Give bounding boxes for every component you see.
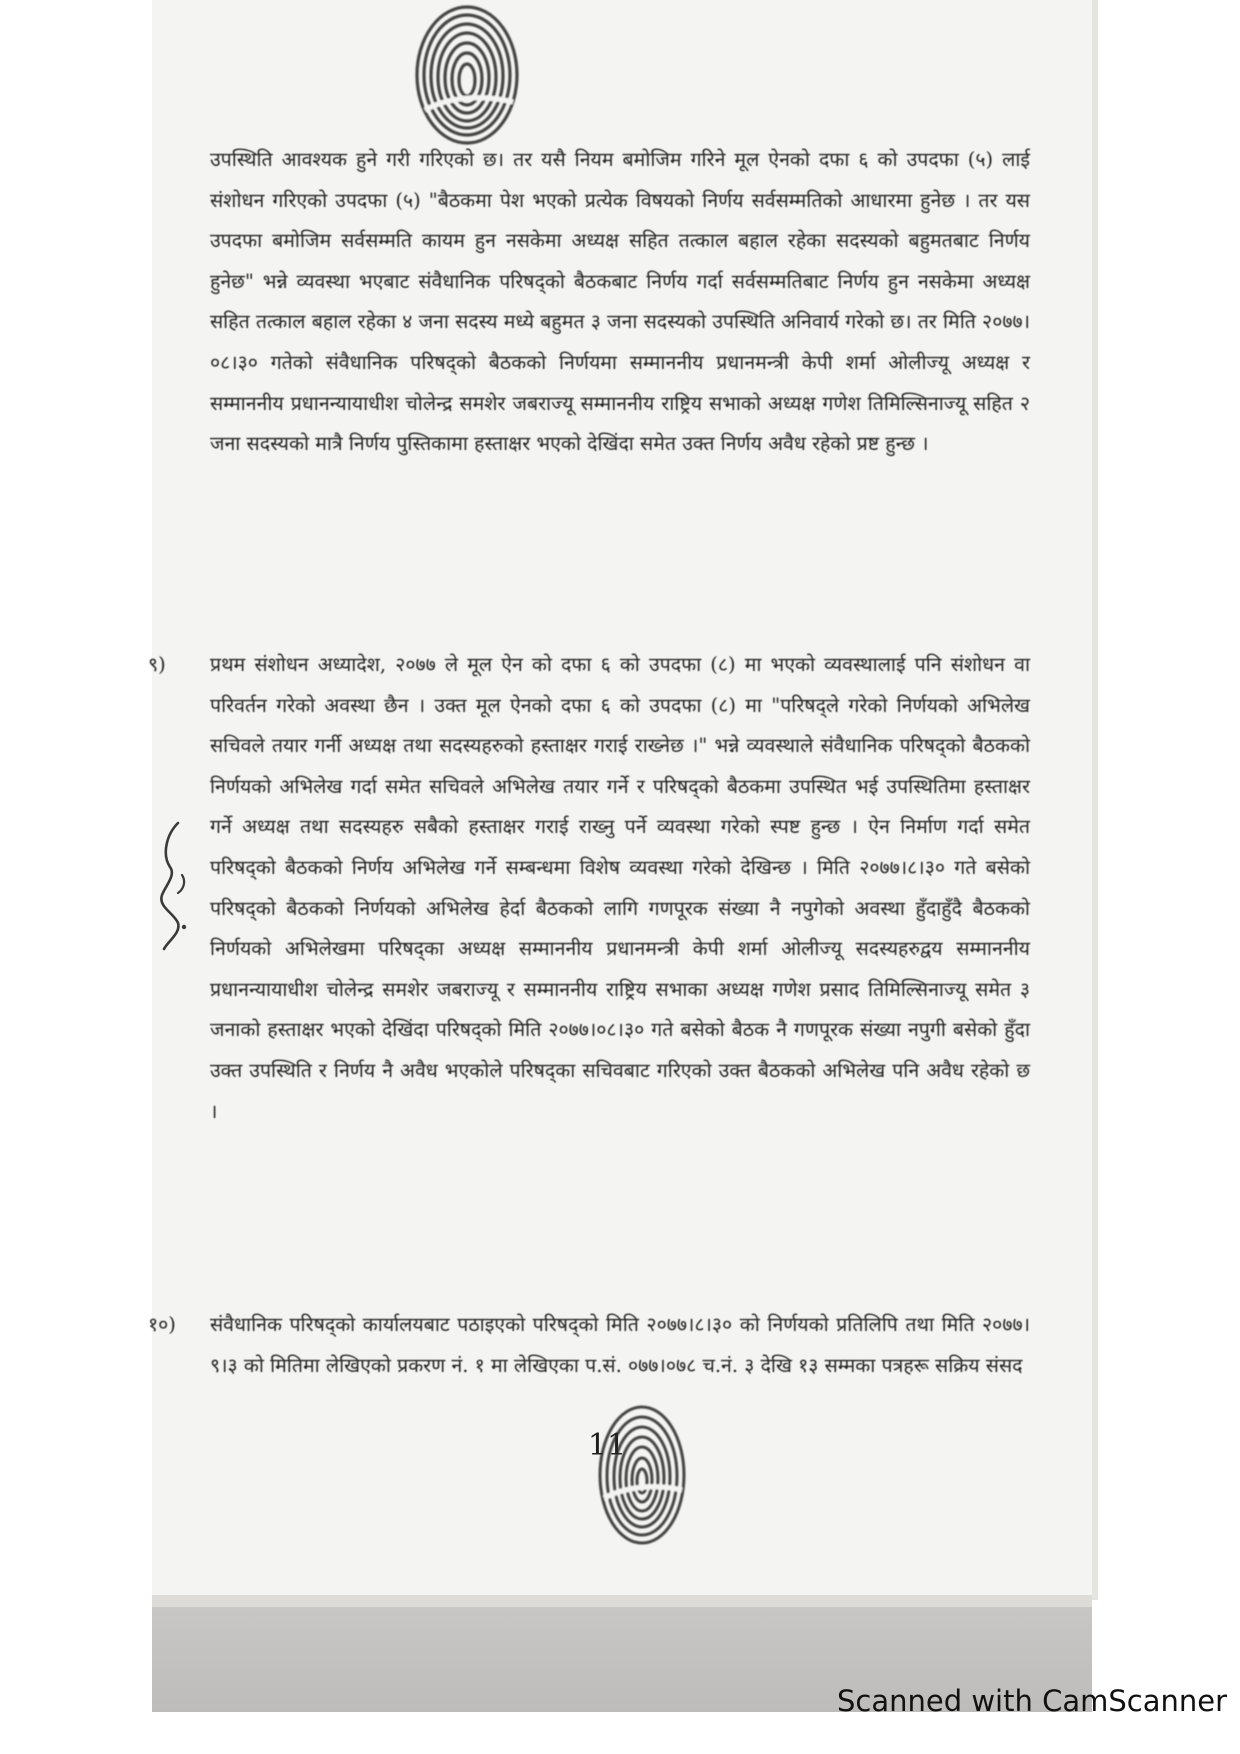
paragraph-9: प्रथम संशोधन अध्यादेश, २०७७ ले मूल ऐन को दफा ६ को उपदफा (८) मा भएको व्यवस्थालाई पनि संशोधन वा परिवर्तन गरेको अवस्था छैन । उक्त मूल ऐनको दफा ६ को उपदफा (८) मा "परिषद्ले गरेको निर्णयको अभिलेख सचिवले तयार गर्नी अध्यक्ष तथा सदस्यहरुको हस्ताक्षर गराई राख्नेछ ।" भन्ने व्यवस्थाले संवैधानिक परिषद्को बैठकको निर्णयको अभिलेख गर्दा समेत सचिवले अभिलेख तयार गर्ने र परिषद्को बैठकमा उपस्थित भई उपस्थितिमा हस्ताक्षर गर्ने अध्यक्ष तथा सदस्यहरु सबैको हस्ताक्षर गराई राख्नु पर्ने व्यवस्था गरेको स्पष्ट हुन्छ । ऐन निर्माण गर्दा समेत परिषद्को बैठकको निर्णय अभिलेख गर्ने सम्बन्धमा विशेष व्यवस्था गरेको देखिन्छ । मिति २०७७।८।३० गते बसेको परिषद्को बैठकको निर्णयको अभिलेख हेर्दा बैठकको लागि गणपूरक संख्या नै नपुगेको अवस्था हुँदाहुँदै बैठकको निर्णयको अभिलेखमा परिषद्का अध्यक्ष सम्माननीय प्रधानमन्त्री केपी शर्मा ओलीज्यू सदस्यहरुद्वय सम्माननीय प्रधानन्यायाधीश चोलेन्द्र समशेर जबराज्यू र सम्माननीय राष्ट्रिय सभाका अध्यक्ष गणेश प्रसाद तिमिल्सिनाज्यू समेत ३ जनाको हस्ताक्षर भएको देखिंदा परिषद्को मिति २०७७।०८।३० गते बसेको बैठक नै गणपूरक संख्या नपुगी बसेको हुँदा उक्त उपस्थिति र निर्णय नै अवैध भएकोले परिषद्का सचिवबाट गरिएको उक्त बैठकको अभिलेख पनि अवैध रहेको छ ।	[210, 653, 1030, 1123]
page-edge-shadow	[1092, 0, 1098, 1600]
paragraph-number: ९)	[148, 653, 166, 676]
page-number: 11	[587, 1428, 627, 1463]
fingerprint-impression	[405, 0, 530, 150]
paragraph-continuation: उपस्थिति आवश्यक हुने गरी गरिएको छ। तर यसै नियम बमोजिम गरिने मूल ऐनको दफा ६ को उपदफा (५) लाई संशोधन गरिएको उपदफा (५) "बैठकमा पेश भएको प्रत्येक विषयको निर्णय सर्वसम्मतिको आधारमा हुनेछ । तर यस उपदफा बमोजिम सर्वसम्मति कायम हुन नसकेमा अध्यक्ष सहित तत्काल बहाल रहेका सदस्यको बहुमतबाट निर्णय हुनेछ" भन्ने व्यवस्था भएबाट संवैधानिक परिषद्को बैठकबाट निर्णय गर्दा सर्वसम्मतिबाट निर्णय हुन नसकेमा अध्यक्ष सहित तत्काल बहाल रहेका ४ जना सदस्य मध्ये बहुमत ३ जना सदस्यको उपस्थिति अनिवार्य गरेको छ। तर मिति २०७७।०८।३० गतेको संवैधानिक परिषद्को बैठकको निर्णयमा सम्माननीय प्रधानमन्त्री केपी शर्मा ओलीज्यू अध्यक्ष र सम्माननीय प्रधानन्यायाधीश चोलेन्द्र समशेर जबराज्यू सम्माननीय राष्ट्रिय सभाको अध्यक्ष गणेश तिमिल्सिनाज्यू सहित २ जना सदस्यको मात्रै निर्णय पुस्तिकामा हस्ताक्षर भएको देखिंदा समेत उक्त निर्णय अवैध रहेको प्रष्ट हुन्छ ।	[210, 148, 1031, 456]
paragraph-10: संवैधानिक परिषद्को कार्यालयबाट पठाइएको परिषद्को मिति २०७७।८।३० को निर्णयको प्रतिलिपि तथा मिति २०७७।९।३ को मितिमा लेखिएको प्रकरण नं. १ मा लेखिएका प.सं. ०७७।०७८ च.नं. ३ देखि १३ सम्मका पत्रहरू सक्रिय संसद	[210, 1313, 1030, 1377]
margin-signature-mark	[148, 815, 194, 955]
paragraph-number: १०)	[148, 1313, 176, 1336]
paper-bottom-edge	[152, 1595, 1092, 1607]
scanner-watermark: Scanned with CamScanner	[836, 1684, 1227, 1718]
fingerprint-impression	[592, 1400, 692, 1550]
